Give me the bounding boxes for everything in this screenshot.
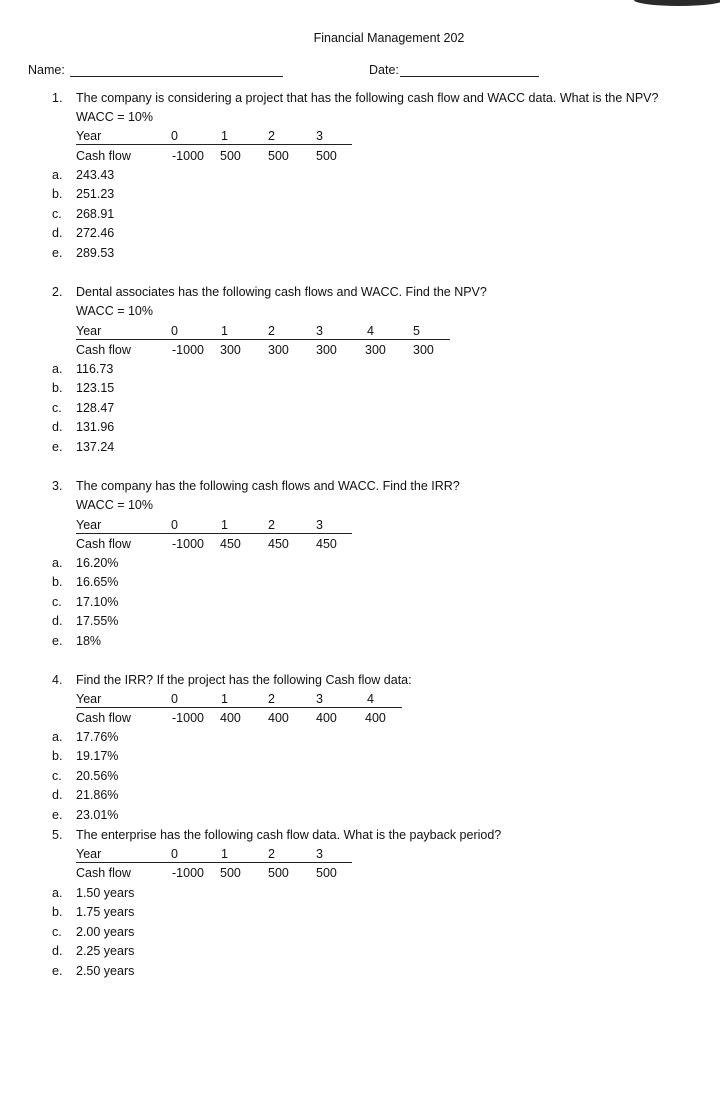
option-letter: e. (52, 963, 63, 978)
year-value: 3 (316, 518, 323, 532)
answer-option (52, 420, 114, 434)
option-text: 21.86% (76, 788, 119, 803)
year-value: 0 (171, 129, 178, 143)
cash-flow-value: 500 (268, 149, 289, 163)
year-value: 0 (171, 692, 178, 706)
cash-flow-value: 500 (268, 866, 289, 880)
year-underline (76, 707, 402, 708)
cash-flow-value: 450 (220, 537, 241, 551)
cash-flow-value: -1000 (172, 149, 204, 163)
option-text: 243.43 (76, 168, 115, 182)
option-text: 2.25 years (76, 944, 135, 959)
cash-flow-value: -1000 (172, 711, 204, 725)
option-letter: c. (52, 594, 62, 609)
year-value: 1 (221, 847, 228, 861)
year-value: 0 (171, 847, 178, 861)
year-value: 2 (268, 847, 275, 861)
year-label: Year (76, 129, 102, 143)
answer-option (52, 556, 118, 570)
question-text (52, 285, 487, 299)
year-value: 3 (316, 324, 323, 338)
question-prompt: The company is considering a project that has the following cash flow and WACC data. What is the NPV? (76, 91, 659, 105)
answer-option (52, 730, 118, 744)
option-text: 16.20% (76, 556, 119, 570)
cash-flow-label: Cash flow (76, 866, 131, 880)
year-value: 1 (221, 324, 228, 338)
year-label: Year (76, 324, 102, 338)
year-label: Year (76, 518, 102, 532)
cash-flow-value: -1000 (172, 866, 204, 880)
option-text: 23.01% (76, 807, 119, 822)
question-prompt: Dental associates has the following cash flows and WACC. Find the NPV? (76, 285, 487, 299)
option-text: 131.96 (76, 420, 115, 435)
option-letter: b. (52, 749, 63, 764)
answer-option (52, 362, 113, 376)
answer-option (52, 575, 118, 589)
option-letter: c. (52, 768, 62, 783)
option-letter: c. (52, 400, 62, 415)
option-letter: a. (52, 556, 63, 570)
date-label: Date: (369, 63, 399, 77)
year-value: 1 (221, 129, 228, 143)
answer-option (52, 381, 114, 395)
option-text: 268.91 (76, 206, 115, 221)
cash-flow-value: -1000 (172, 537, 204, 551)
year-value: 1 (221, 518, 228, 532)
cash-flow-value: 500 (220, 149, 241, 163)
option-letter: a. (52, 362, 63, 376)
cash-flow-value: 400 (220, 711, 241, 725)
answer-option (52, 905, 134, 919)
wacc-label: WACC = 10% (76, 498, 153, 512)
option-letter: c. (52, 924, 62, 939)
option-letter: e. (52, 439, 63, 454)
answer-option (52, 788, 118, 802)
option-text: 272.46 (76, 226, 115, 241)
option-letter: b. (52, 187, 63, 202)
option-text: 2.00 years (76, 924, 135, 939)
year-value: 4 (367, 692, 374, 706)
cash-flow-value: 300 (220, 343, 241, 357)
option-letter: a. (52, 168, 63, 182)
wacc-label: WACC = 10% (76, 304, 153, 318)
answer-option (52, 401, 114, 415)
answer-option (52, 614, 118, 628)
question-text (52, 91, 658, 105)
option-text: 17.55% (76, 614, 119, 629)
year-value: 2 (268, 692, 275, 706)
cash-flow-value: 300 (268, 343, 289, 357)
year-underline (76, 144, 352, 145)
year-underline (76, 533, 352, 534)
question-text (52, 828, 501, 842)
option-letter: a. (52, 886, 63, 900)
cash-flow-value: 400 (316, 711, 337, 725)
year-underline (76, 862, 352, 863)
option-text: 251.23 (76, 187, 115, 202)
question-text (52, 673, 412, 687)
page-title: Financial Management 202 (313, 31, 465, 45)
option-letter: c. (52, 206, 62, 221)
option-letter: d. (52, 226, 63, 241)
option-text: 16.65% (76, 575, 119, 590)
option-letter: d. (52, 788, 63, 803)
answer-option (52, 749, 118, 763)
answer-option (52, 187, 114, 201)
option-text: 19.17% (76, 749, 119, 764)
option-text: 2.50 years (76, 963, 135, 978)
question-text (52, 479, 460, 493)
option-text: 116.73 (76, 362, 114, 376)
answer-option (52, 634, 101, 648)
option-text: 17.10% (76, 594, 119, 609)
answer-option (52, 440, 114, 454)
option-letter: a. (52, 730, 63, 744)
answer-option (52, 925, 134, 939)
answer-option (52, 808, 118, 822)
answer-option (52, 246, 114, 260)
cash-flow-value: 450 (268, 537, 289, 551)
name-field-line (70, 76, 283, 77)
cash-flow-value: 500 (316, 866, 337, 880)
answer-option (52, 207, 114, 221)
cash-flow-value: 300 (316, 343, 337, 357)
answer-option (52, 168, 114, 182)
answer-option (52, 964, 134, 978)
cash-flow-value: -1000 (172, 343, 204, 357)
year-value: 3 (316, 129, 323, 143)
answer-option (52, 769, 118, 783)
year-value: 2 (268, 129, 275, 143)
cash-flow-value: 400 (268, 711, 289, 725)
option-letter: d. (52, 420, 63, 435)
option-letter: d. (52, 944, 63, 959)
option-text: 123.15 (76, 381, 115, 396)
answer-option (52, 226, 114, 240)
option-letter: b. (52, 575, 63, 590)
cash-flow-label: Cash flow (76, 537, 131, 551)
answer-option (52, 944, 134, 958)
question-number: 5. (52, 828, 63, 842)
cash-flow-value: 400 (365, 711, 386, 725)
cash-flow-label: Cash flow (76, 149, 131, 163)
cash-flow-label: Cash flow (76, 711, 131, 725)
date-field-line (400, 76, 539, 77)
option-letter: b. (52, 381, 63, 396)
year-value: 0 (171, 324, 178, 338)
year-value: 2 (268, 518, 275, 532)
question-number: 4. (52, 673, 63, 687)
year-label: Year (76, 692, 102, 706)
cash-flow-value: 500 (220, 866, 241, 880)
option-letter: e. (52, 633, 63, 648)
answer-option (52, 886, 134, 900)
year-label: Year (76, 847, 102, 861)
cash-flow-value: 300 (413, 343, 434, 357)
year-value: 1 (221, 692, 228, 706)
option-text: 20.56% (76, 768, 119, 783)
option-letter: b. (52, 905, 63, 920)
question-number: 3. (52, 479, 63, 493)
year-value: 4 (367, 324, 374, 338)
option-letter: e. (52, 807, 63, 822)
year-value: 5 (413, 324, 420, 338)
option-text: 18% (76, 633, 102, 648)
option-text: 289.53 (76, 245, 115, 260)
year-value: 0 (171, 518, 178, 532)
question-prompt: The company has the following cash flows and WACC. Find the IRR? (76, 479, 460, 493)
cash-flow-value: 450 (316, 537, 337, 551)
option-text: 1.50 years (76, 886, 135, 900)
option-text: 17.76% (76, 730, 119, 744)
answer-option (52, 595, 118, 609)
option-letter: d. (52, 614, 63, 629)
corner-shadow (634, 0, 720, 6)
question-number: 2. (52, 285, 63, 299)
wacc-label: WACC = 10% (76, 110, 153, 124)
year-value: 3 (316, 692, 323, 706)
cash-flow-label: Cash flow (76, 343, 131, 357)
cash-flow-value: 500 (316, 149, 337, 163)
question-prompt: The enterprise has the following cash flow data. What is the payback period? (76, 828, 502, 842)
option-text: 1.75 years (76, 905, 135, 920)
year-value: 3 (316, 847, 323, 861)
year-underline (76, 339, 450, 340)
question-number: 1. (52, 91, 63, 105)
option-letter: e. (52, 245, 63, 260)
option-text: 128.47 (76, 400, 115, 415)
year-value: 2 (268, 324, 275, 338)
question-prompt: Find the IRR? If the project has the following Cash flow data: (76, 673, 412, 687)
name-label: Name: (28, 63, 65, 77)
option-text: 137.24 (76, 439, 115, 454)
cash-flow-value: 300 (365, 343, 386, 357)
